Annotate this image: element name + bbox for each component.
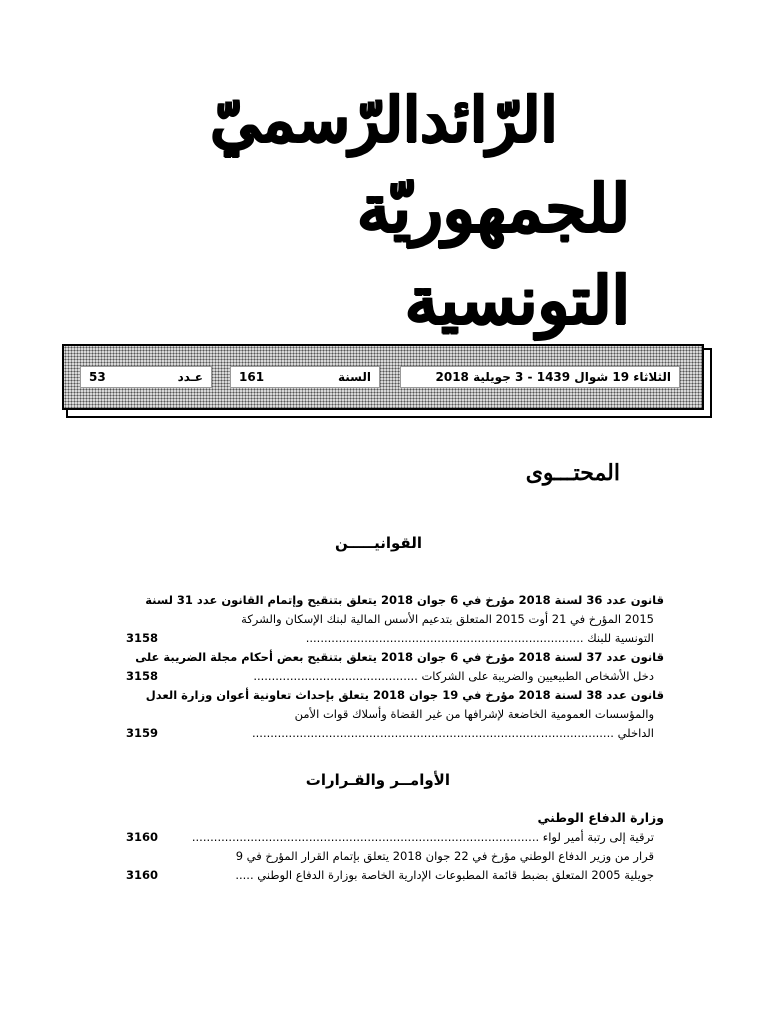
laws-list: [126, 591, 664, 743]
decree-entry-line: [130, 828, 664, 847]
laws-section-title: القوانيـــــن: [334, 534, 422, 552]
page-number: 3160: [126, 868, 159, 882]
ministry-heading: وزارة الدفاع الوطني: [537, 810, 664, 825]
leader-dots: ............................................................................: [305, 631, 584, 645]
decree-entry-text: جويلية 2005 المتعلق بضبط قائمة المطبوعات الإدارية الخاصة بوزارة الدفاع الوطني: [257, 868, 654, 882]
law-entry[interactable]: [126, 686, 664, 743]
issue-date: الثلاثاء 19 شوال 1439 - 3 جويلية 2018: [435, 370, 671, 384]
year-value: 161: [239, 370, 265, 384]
law-entry-line: قانون عدد 38 لسنة 2018 مؤرخ في 19 جوان 2018 يتعلق بإحداث تعاونية أعوان وزارة العدل: [145, 688, 664, 702]
law-entry-line: قانون عدد 37 لسنة 2018 مؤرخ في 6 جوان 2018 يتعلق بتنقيح بعض أحكام مجلة الضريبة على: [135, 650, 664, 664]
page-number: 3159: [126, 726, 159, 740]
leader-dots: ...............................................................................................: [191, 830, 540, 844]
law-entry-line: قانون عدد 36 لسنة 2018 مؤرخ في 6 جوان 2018 يتعلق بتنقيح وإتمام القانون عدد 31 لسنة: [145, 593, 664, 607]
law-entry-text: التونسية للبنك: [587, 631, 654, 645]
law-entry-line: [130, 629, 664, 648]
year-box: [230, 366, 380, 388]
decree-entry-line: قرار من وزير الدفاع الوطني مؤرخ في 22 جوان 2018 يتعلق بإتمام القرار المؤرخ في 9: [235, 849, 654, 863]
year-label: السنة: [337, 370, 371, 384]
issue-label: عـدد: [177, 370, 203, 384]
page-number: 3160: [126, 830, 159, 844]
law-entry-line: [130, 667, 664, 686]
decrees-section-title: الأوامــر والقـرارات: [305, 771, 450, 789]
law-entry[interactable]: [126, 648, 664, 686]
law-entry-line: والمؤسسات العمومية الخاضعة لإشرافها من غير القضاة وأسلاك قوات الأمن: [294, 707, 654, 721]
leader-dots: .....: [235, 868, 254, 882]
decree-entry-line: [130, 866, 664, 885]
decree-entry[interactable]: [126, 828, 664, 847]
issue-date-box: [400, 366, 680, 388]
law-entry-line: 2015 المؤرخ في 21 أوت 2015 المتعلق بتدعيم الأسس المالية لبنك الإسكان والشركة: [241, 612, 654, 626]
masthead-title-line1: الرّائدالرّسميّ: [210, 83, 558, 156]
decree-entry[interactable]: [126, 847, 664, 885]
issue-banner: [62, 344, 704, 410]
leader-dots: ...................................................................................................: [252, 726, 614, 740]
decree-entry-text: ترقية إلى رتبة أمير لواء: [542, 830, 654, 844]
law-entry[interactable]: [126, 591, 664, 648]
page-number: 3158: [126, 631, 159, 645]
issue-number: 53: [89, 370, 106, 384]
masthead-title-line2: للجمهوريّة التونسية: [357, 169, 630, 339]
law-entry-line: [130, 724, 664, 743]
leader-dots: .............................................: [253, 669, 418, 683]
masthead: [138, 83, 630, 339]
contents-heading: المحتـــوى: [525, 460, 620, 486]
page-number: 3158: [126, 669, 159, 683]
decrees-list: [126, 828, 664, 885]
law-entry-text: دخل الأشخاص الطبيعيين والضريبة على الشركات: [421, 669, 654, 683]
law-entry-text: الداخلي: [617, 726, 654, 740]
issue-number-box: [80, 366, 212, 388]
